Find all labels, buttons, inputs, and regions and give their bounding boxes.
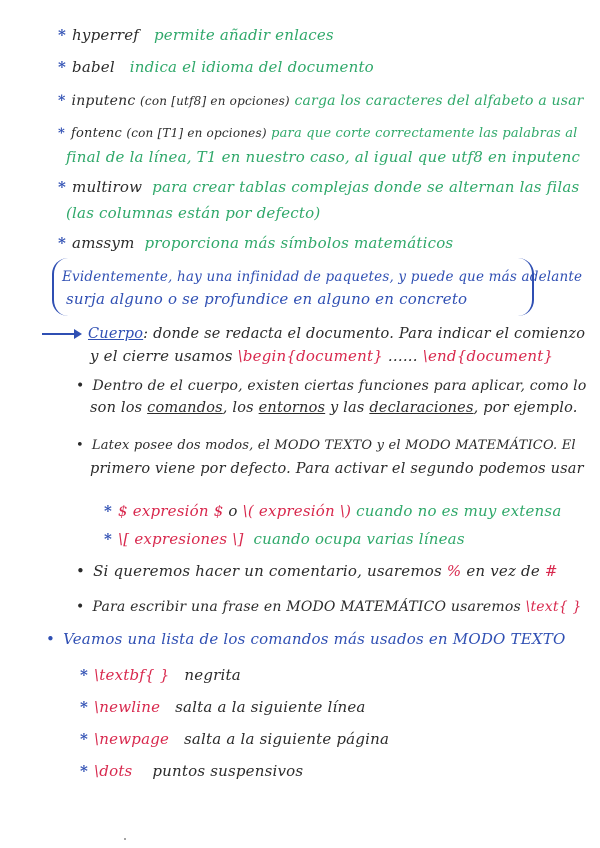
- bullet-text: Dentro de el cuerpo, existen ciertas funciones para aplicar, como lo: [92, 378, 587, 394]
- bullet-text: Para escribir una frase en MODO MATEMÁTICO usaremos: [92, 599, 521, 615]
- bullet-comment: [76, 562, 558, 580]
- command-name: \newline: [94, 698, 161, 716]
- bullet-functions-line-2: [90, 399, 578, 417]
- bullet-text-command: [76, 598, 582, 616]
- dot-bullet-icon: •: [76, 562, 86, 580]
- package-name: amssym: [72, 234, 135, 252]
- bullet-text: en vez de: [466, 562, 540, 580]
- package-name: inputenc: [71, 93, 136, 109]
- dot-bullet-icon: •: [76, 378, 85, 394]
- package-name: fontenc: [71, 126, 122, 141]
- math-display-desc: cuando ocupa varias líneas: [253, 530, 465, 548]
- bullet-text: Si queremos hacer un comentario, usaremos: [93, 562, 442, 580]
- star-bullet-icon: *: [58, 234, 67, 252]
- dot-bullet-icon: •: [76, 438, 84, 453]
- package-name: multirow: [72, 178, 143, 196]
- star-bullet-icon: *: [104, 530, 113, 548]
- package-desc-continued: (las columnas están por defecto): [66, 204, 321, 222]
- star-bullet-icon: *: [80, 666, 89, 684]
- cuerpo-text: y el cierre usamos: [90, 347, 233, 365]
- math-inline-dollar: $ expresión $: [118, 502, 224, 520]
- star-bullet-icon: *: [80, 698, 89, 716]
- note-line-2: surja alguno o se profundice en alguno en concreto: [66, 290, 468, 308]
- ellipsis: ......: [387, 347, 418, 365]
- package-desc: proporciona más símbolos matemáticos: [144, 234, 454, 252]
- paper-speck: [124, 838, 126, 840]
- bullet-text: , los: [222, 400, 254, 416]
- bullet-modes-line-1: [76, 437, 576, 455]
- star-bullet-icon: *: [104, 502, 113, 520]
- command-desc: puntos suspensivos: [152, 762, 304, 780]
- bullet-text: son los: [90, 400, 143, 416]
- bullet-modes-line-2: primero viene por defecto. Para activar el segundo podemos usar: [90, 461, 584, 477]
- command-item-textbf: [80, 666, 241, 684]
- command-item-newline: [80, 698, 366, 716]
- math-display-item: [104, 530, 465, 548]
- command-item-newpage: [80, 730, 389, 748]
- package-desc: carga los caracteres del alfabeto a usar: [294, 93, 584, 109]
- list-title-text: Veamos una lista de los comandos más usados en MODO TEXTO: [63, 630, 566, 648]
- package-options: (con [T1] en opciones): [126, 126, 267, 140]
- command-desc: salta a la siguiente línea: [175, 698, 366, 716]
- package-desc: para que corte correctamente las palabras al: [271, 126, 578, 141]
- commands-list-title: [46, 630, 565, 648]
- package-name: hyperref: [72, 26, 140, 44]
- dot-bullet-icon: •: [76, 599, 85, 615]
- star-bullet-icon: *: [58, 58, 67, 76]
- bullet-functions-line-1: [76, 377, 587, 395]
- package-item-hyperref: [58, 26, 334, 44]
- package-desc-continued: final de la línea, T1 en nuestro caso, al igual que utf8 en inputenc: [66, 148, 581, 166]
- text-command: \text{ }: [525, 599, 582, 615]
- percent-symbol: %: [446, 562, 462, 580]
- star-bullet-icon: *: [58, 26, 67, 44]
- begin-document-command: \begin{document}: [237, 347, 383, 365]
- star-bullet-icon: *: [80, 730, 89, 748]
- package-name: babel: [72, 58, 115, 76]
- command-name: \newpage: [94, 730, 170, 748]
- bullet-text: Latex posee dos modos, el MODO TEXTO y el MODO MATEMÁTICO. El: [91, 438, 576, 453]
- math-inline-desc: cuando no es muy extensa: [356, 502, 562, 520]
- end-document-command: \end{document}: [422, 347, 554, 365]
- package-item-multirow: [58, 178, 579, 196]
- star-bullet-icon: *: [58, 126, 65, 141]
- term-declaraciones: declaraciones: [369, 400, 474, 416]
- package-options: (con [utf8] en opciones): [140, 94, 290, 108]
- command-desc: salta a la siguiente página: [184, 730, 390, 748]
- command-item-dots: [80, 762, 303, 780]
- command-desc: negrita: [184, 666, 241, 684]
- math-inline-item: [104, 502, 561, 520]
- star-bullet-icon: *: [58, 93, 66, 109]
- package-desc: indica el idioma del documento: [129, 58, 374, 76]
- package-item-amssym: [58, 234, 453, 252]
- star-bullet-icon: *: [80, 762, 89, 780]
- term-comandos: comandos: [147, 400, 223, 416]
- hash-symbol: #: [544, 562, 558, 580]
- command-name: \textbf{ }: [94, 666, 170, 684]
- package-item-babel: [58, 58, 374, 76]
- math-display-bracket: \[ expresiones \]: [118, 530, 244, 548]
- arrow-right-icon: [42, 333, 80, 335]
- bullet-text: y las: [329, 400, 365, 416]
- package-item-fontenc: [58, 124, 578, 143]
- package-desc: permite añadir enlaces: [153, 26, 334, 44]
- cuerpo-title: Cuerpo: [88, 326, 144, 342]
- cuerpo-line-2: [90, 347, 553, 365]
- note-line-1: Evidentemente, hay una infinidad de paquetes, y puede que más adelante: [62, 269, 583, 285]
- command-name: \dots: [94, 762, 133, 780]
- cuerpo-line-1: [88, 325, 585, 343]
- package-desc: para crear tablas complejas donde se alternan las filas: [152, 178, 580, 196]
- term-entornos: entornos: [258, 400, 326, 416]
- conjunction-o: o: [228, 502, 238, 520]
- cuerpo-text: : donde se redacta el documento. Para indicar el comienzo: [143, 326, 586, 342]
- dot-bullet-icon: •: [46, 630, 56, 648]
- math-inline-paren: \( expresión \): [242, 502, 352, 520]
- bullet-text: , por ejemplo.: [473, 400, 578, 416]
- package-item-inputenc: [58, 92, 584, 110]
- star-bullet-icon: *: [58, 178, 67, 196]
